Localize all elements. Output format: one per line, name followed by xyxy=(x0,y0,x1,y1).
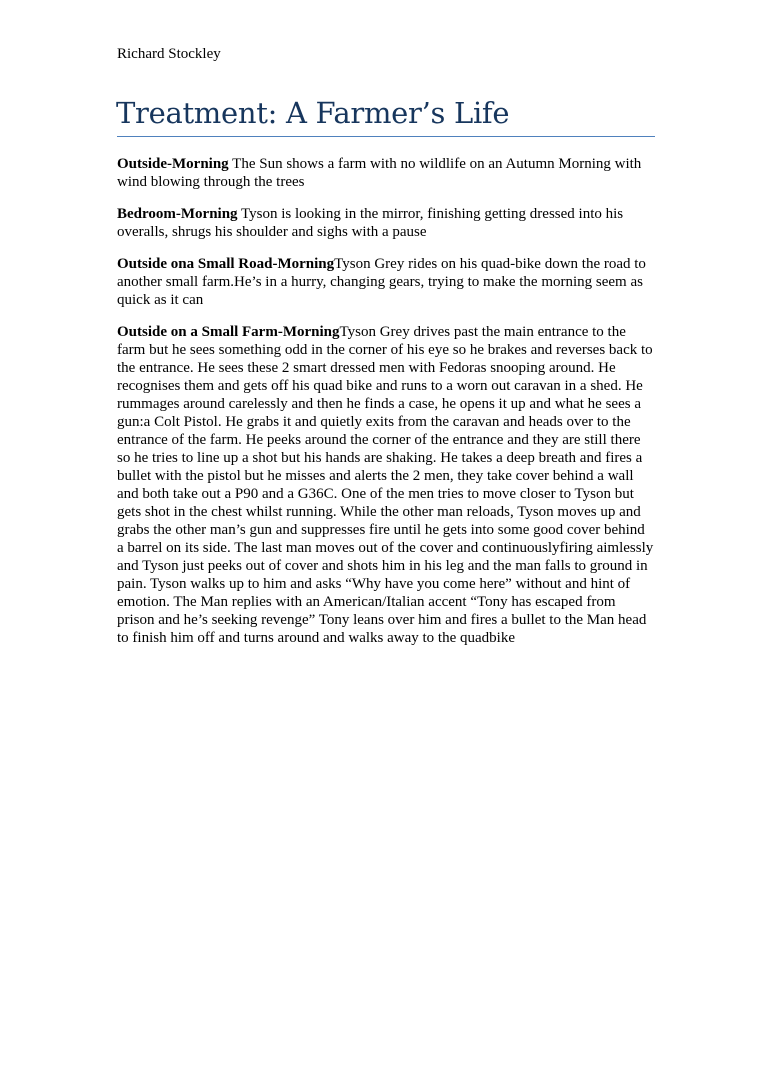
page-title: Treatment: A Farmer’s Life xyxy=(116,96,510,130)
scene-description: Tyson is looking in the mirror, finishing getting dressed into his overalls, shrugs his shoulder and sighs with a pause xyxy=(117,206,624,240)
scene-heading: Outside on a Small Farm-Morning xyxy=(117,324,340,340)
paragraph-small-farm-morning xyxy=(117,323,655,647)
scene-heading: Outside-Morning xyxy=(117,156,229,172)
scene-description: Tyson Grey rides on his quad-bike down the road to another small farm.He’s in a hurry, changing gears, trying to make the morning seem as quick as it can xyxy=(117,256,646,308)
scene-description: Tyson Grey drives past the main entrance to the farm but he sees something odd in the corner of his eye so he brakes and reverses back to the entrance. He sees these 2 smart dressed men with Fedoras snooping around. He recognises them and gets off his quad bike and runs to a worn out caravan in a shed. He rummages around carelessly and then he finds a case, he opens it up and what he sees a gun:a Colt Pistol. He grabs it and quietly exits from the caravan and heads over to the entrance of the farm. He peeks around the corner of the entrance and they are still there so he tries to line up a shot but his hands are shaking. He takes a deep breath and fires a bullet with the pistol but he misses and alerts the 2 men, they take cover behind a wall and both take out a P90 and a G36C. One of the men tries to move closer to Tyson but gets shot in the chest whilst running. While the other man reloads, Tyson moves up and grabs the other man’s gun and suppresses fire until he gets into some good cover behind a barrel on its side. The last man moves out of the cover and continuouslyfiring aimlessly and Tyson just peeks out of cover and shots him in his leg and the man falls to ground in pain. Tyson walks up to him and asks “Why have you come here” without and hint of emotion. The Man replies with an American/Italian accent “Tony has escaped from prison and he’s seeking revenge” Tony leans over him and fires a bullet to the Man head to finish him off and turns around and walks away to the quadbike xyxy=(117,324,654,646)
scene-description: The Sun shows a farm with no wildlife on an Autumn Morning with wind blowing through the trees xyxy=(117,156,642,190)
scene-heading: Bedroom-Morning xyxy=(117,206,238,222)
title-underline-rule xyxy=(117,136,655,137)
paragraph-bedroom-morning xyxy=(117,205,655,241)
author-header: Richard Stockley xyxy=(117,46,221,62)
document-body xyxy=(117,155,655,661)
scene-heading: Outside ona Small Road-Morning xyxy=(117,256,335,272)
paragraph-outside-morning xyxy=(117,155,655,191)
paragraph-small-road-morning xyxy=(117,255,655,309)
